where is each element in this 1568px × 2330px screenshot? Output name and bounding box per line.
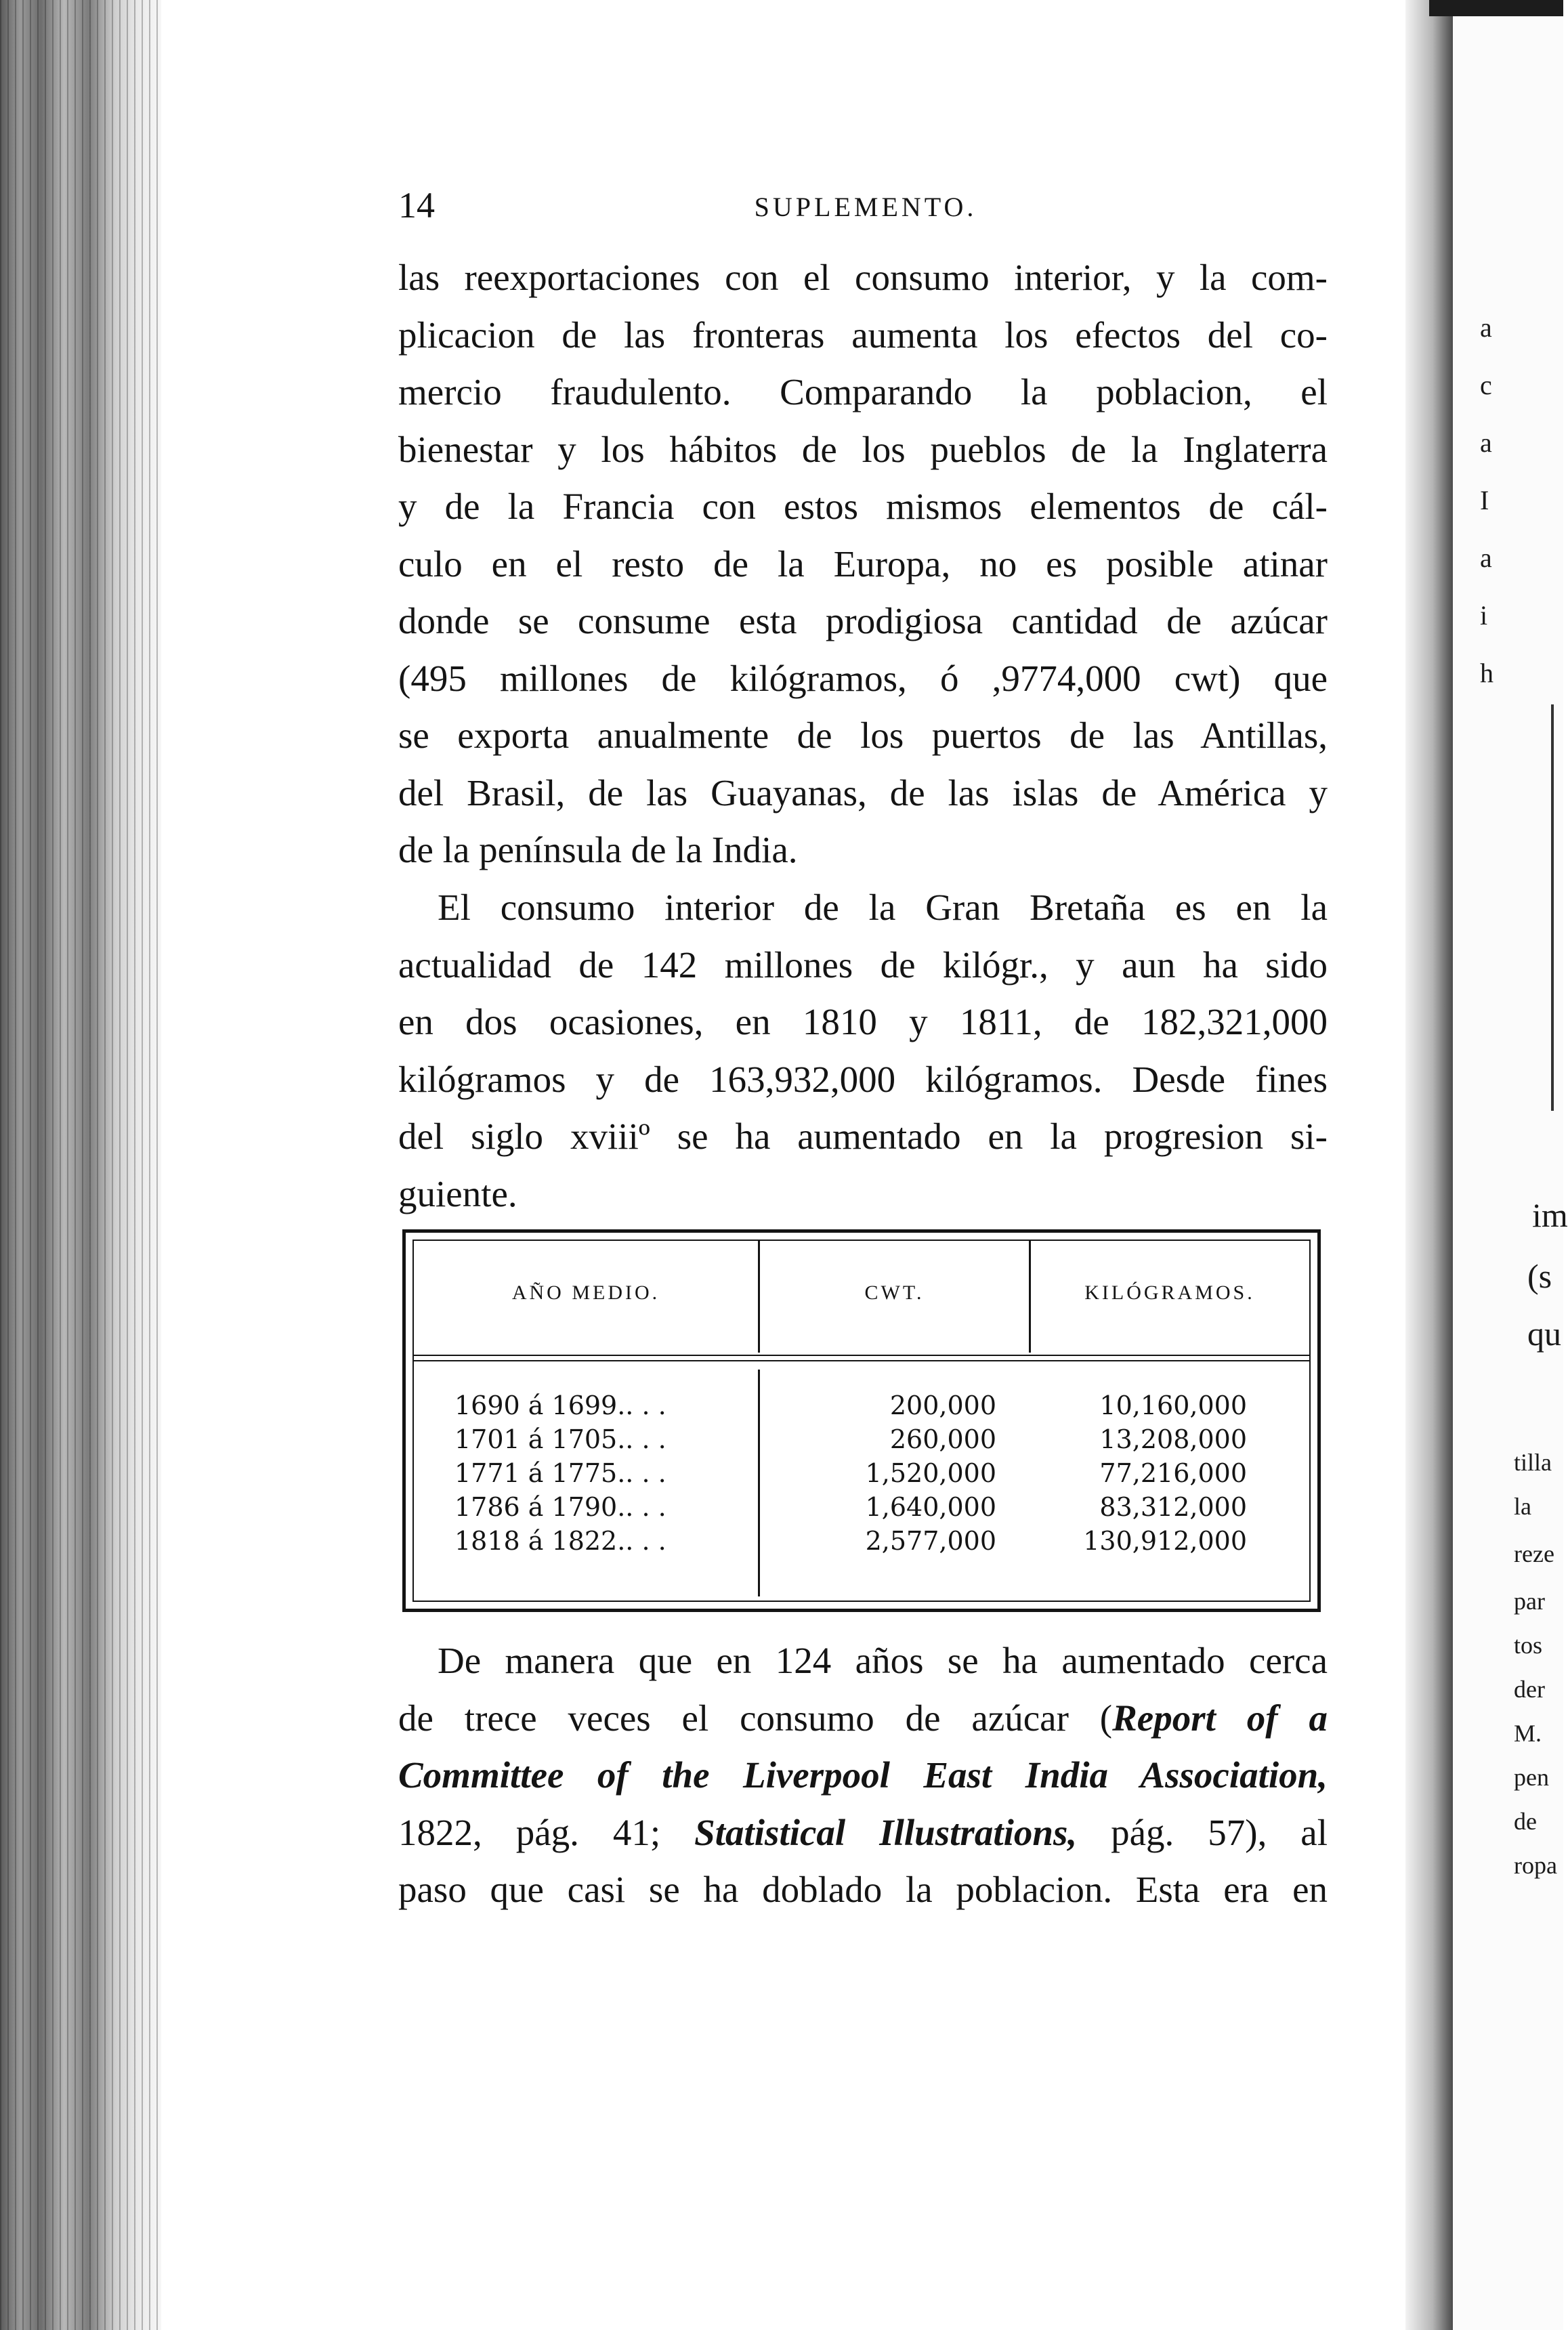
adjacent-fragment: M. <box>1514 1720 1542 1747</box>
text-line: De manera que en 124 años se ha aumentado cerca <box>438 1640 1328 1681</box>
adjacent-fragment: tilla <box>1514 1449 1552 1476</box>
text-line: del siglo xviiiº se ha aumentado en la progresion si- <box>398 1116 1328 1157</box>
cell-cwt: 2,577,000 <box>865 1526 996 1556</box>
text-line: (495 millones de kilógramos, ó ,9774,000 cwt) que <box>398 657 1328 699</box>
adjacent-fragment: de <box>1514 1808 1537 1835</box>
cell-year: 1690 á 1699.. . . <box>454 1391 666 1420</box>
adjacent-fragment: a <box>1480 543 1492 573</box>
text-line: culo en el resto de la Europa, no es posible atinar <box>398 543 1328 585</box>
header-year: AÑO MEDIO. <box>511 1282 660 1304</box>
cell-cwt: 1,640,000 <box>865 1492 996 1522</box>
text-line: kilógramos y de 163,932,000 kilógramos. Desde fines <box>398 1058 1328 1100</box>
citation-title: Statistical Illustrations, <box>694 1811 1078 1853</box>
text-line: mercio fraudulento. Comparando la poblacion, el <box>398 371 1328 412</box>
adjacent-fragment: c <box>1480 370 1492 400</box>
text-line: donde se consume esta prodigiosa cantidad de azúcar <box>398 600 1328 641</box>
running-head <box>398 182 1333 229</box>
adjacent-fragment: (s <box>1527 1257 1552 1295</box>
cell-year: 1786 á 1790.. . . <box>454 1492 666 1522</box>
adjacent-fragment: a <box>1480 312 1492 343</box>
cell-kg: 83,312,000 <box>1099 1492 1247 1522</box>
adjacent-fragment: I <box>1480 485 1489 515</box>
column-divider <box>758 1370 760 1596</box>
text-run: pág. 57), al <box>1077 1811 1328 1853</box>
paragraph-2 <box>398 879 1328 1223</box>
cell-cwt: 200,000 <box>889 1391 996 1420</box>
text-line: del Brasil, de las Guayanas, de las islas de América y <box>398 771 1328 813</box>
adjacent-fragment: der <box>1514 1676 1545 1703</box>
paragraph-3 <box>398 1632 1328 1919</box>
header-rule <box>414 1360 1309 1361</box>
citation-title: Committee of the Liverpool East India Association, <box>398 1754 1328 1796</box>
text-line: actualidad de 142 millones de kilógr., y aun ha sido <box>398 944 1328 986</box>
book-gutter <box>1405 0 1453 2330</box>
adjacent-fragment: tos <box>1514 1632 1543 1659</box>
cell-kg: 10,160,000 <box>1099 1391 1247 1420</box>
header-cwt: CWT. <box>864 1282 925 1304</box>
adjacent-fragment: qu <box>1527 1315 1561 1353</box>
text-line: guiente. <box>398 1172 517 1214</box>
cell-year: 1771 á 1775.. . . <box>454 1458 666 1488</box>
adjacent-fragment: pen <box>1514 1764 1549 1791</box>
cell-kg: 130,912,000 <box>1083 1526 1247 1556</box>
text-line: y de la Francia con estos mismos elementos de cál- <box>398 486 1328 527</box>
page-number: 14 <box>398 185 435 226</box>
paragraph-1 <box>398 249 1328 879</box>
adjacent-page <box>1453 0 1563 2330</box>
adjacent-fragment: par <box>1514 1588 1545 1615</box>
adjacent-fragment: a <box>1480 427 1492 458</box>
adjacent-fragment: la <box>1514 1493 1531 1520</box>
cell-cwt: 260,000 <box>889 1424 996 1454</box>
adjacent-fragment: h <box>1480 658 1493 688</box>
table-inner-border <box>412 1240 1311 1602</box>
cell-year: 1701 á 1705.. . . <box>454 1424 666 1454</box>
text-line: en dos ocasiones, en 1810 y 1811, de 182,321,000 <box>398 1001 1328 1042</box>
cell-cwt: 1,520,000 <box>865 1458 996 1488</box>
cell-kg: 13,208,000 <box>1099 1424 1247 1454</box>
text-line: se exporta anualmente de los puertos de las Antillas, <box>398 715 1328 756</box>
header-kg: KILÓGRAMOS. <box>1084 1282 1255 1304</box>
header-rule <box>414 1355 1309 1356</box>
citation-title: Report of a <box>1112 1697 1328 1739</box>
cell-kg: 77,216,000 <box>1099 1458 1247 1488</box>
text-line <box>398 1690 1328 1748</box>
text-line: las reexportaciones con el consumo interior, y la com- <box>398 257 1328 298</box>
book-edge-pages <box>0 0 161 2330</box>
adjacent-fragment: ropa <box>1514 1852 1557 1879</box>
text-line: plicacion de las fronteras aumenta los efectos del co- <box>398 314 1328 356</box>
adjacent-table-edge <box>1551 704 1559 1111</box>
text-line: bienestar y los hábitos de los pueblos de la Inglaterra <box>398 428 1328 470</box>
text-line: paso que casi se ha doblado la poblacion. Esta era en <box>398 1869 1328 1910</box>
text-line: El consumo interior de la Gran Bretaña es en la <box>438 887 1328 928</box>
cell-year: 1818 á 1822.. . . <box>454 1526 666 1556</box>
text-run: 1822, pág. 41; <box>398 1811 695 1853</box>
text-line: de la península de la India. <box>398 829 798 870</box>
text-line <box>398 1804 1328 1862</box>
adjacent-fragment: reze <box>1514 1540 1554 1567</box>
adjacent-fragment: im <box>1532 1196 1568 1234</box>
adjacent-fragment: i <box>1480 600 1488 631</box>
running-title: SUPLEMENTO. <box>754 192 977 222</box>
text-run: de trece veces el consumo de azúcar ( <box>398 1697 1113 1739</box>
consumption-table <box>402 1229 1321 1612</box>
scan-border <box>1429 0 1563 16</box>
